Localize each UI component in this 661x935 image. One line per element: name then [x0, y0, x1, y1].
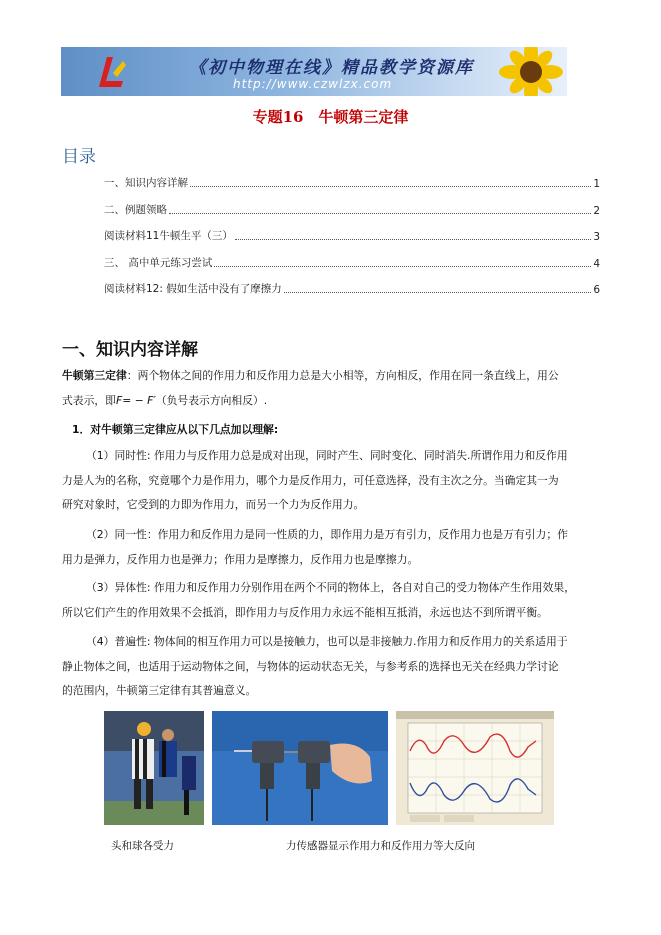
subheading-text: 1．对牛顿第三定律应从以下几点加以理解:: [72, 423, 279, 436]
sunflower-icon: [491, 47, 567, 96]
toc-item-page: 2: [593, 205, 600, 217]
toc-leader: [235, 239, 591, 240]
toc-item-label: 阅读材料12: 假如生活中没有了摩擦力: [104, 283, 282, 295]
law-paragraph: [62, 364, 602, 413]
banner-title: 《初中物理在线》精品教学资源库: [189, 58, 474, 78]
toc-item-label: 阅读材料11牛顿生平（三）: [104, 230, 233, 242]
toc-item[interactable]: [104, 203, 600, 217]
subheading: [72, 418, 602, 443]
header-banner: [61, 47, 567, 96]
toc-item-label: 三、 高中单元练习尝试: [104, 257, 213, 269]
point-2-line-2: 用力是弹力，反作用力也是弹力；作用力是摩擦力，反作用力也是摩擦力。: [62, 552, 419, 566]
toc-item[interactable]: [104, 229, 600, 243]
force-sensor-photo: [212, 711, 388, 825]
toc-leader: [284, 292, 592, 293]
toc-item-label: 二、例题领略: [104, 204, 167, 216]
site-logo-icon: [93, 53, 129, 91]
toc-item-page: 1: [593, 178, 600, 190]
toc-item-page: 4: [593, 258, 600, 270]
law-text-3: （负号表示方向相反）.: [155, 393, 268, 407]
point-3-line-2: 所以它们产生的作用效果不会抵消，即作用力与反作用力永远不能相互抵消，永远也达不到所谓平衡。: [62, 605, 548, 619]
document-title: 专题16 牛顿第三定律: [252, 108, 409, 126]
toc-item[interactable]: [104, 282, 600, 296]
law-text-2: 式表示，即: [62, 393, 116, 407]
toc-item-page: 6: [593, 284, 600, 296]
banner-url: http://www.czwlzx.com: [233, 77, 393, 91]
point-3: [62, 576, 602, 625]
point-4: [62, 630, 602, 704]
section-heading: 一、知识内容详解: [62, 340, 198, 360]
point-1-line-1: （1）同时性: 作用力与反作用力总是成对出现，同时产生、同时变化、同时消失.所谓作用力和反作用: [86, 449, 568, 462]
point-4-line-3: 的范围内，牛顿第三定律有其普遍意义。: [62, 684, 257, 697]
point-3-line-1: （3）异体性: 作用力和反作用力分别作用在两个不同的物体上，各自对自己的受力物体产生作用效果，: [86, 581, 575, 594]
formula: F= − F′: [115, 393, 156, 407]
point-1-line-2: 力是人为的名称，究竟哪个力是作用力，哪个力是反作用力，可任意选择，没有主次之分。当确定其一为: [62, 473, 559, 487]
toc-item-label: 一、知识内容详解: [104, 177, 188, 189]
caption-sensor: 力传感器显示作用力和反作用力等大反向: [286, 840, 475, 852]
force-graph-photo: [396, 711, 554, 825]
point-4-line-2: 静止物体之间，也适用于运动物体之间，与物体的运动状态无关，与参考系的选择也无关在经典力学讨论: [62, 659, 559, 673]
toc-item[interactable]: [104, 256, 600, 270]
toc-heading: 目录: [62, 147, 96, 167]
law-text: ：两个物体之间的作用力和反作用力总是大小相等，方向相反，作用在同一条直线上，用公: [126, 369, 559, 382]
point-1-line-3: 研究对象时，它受到的力即为作用力，而另一个力为反作用力。: [62, 498, 365, 511]
toc-leader: [169, 213, 591, 214]
point-4-line-1: （4）普遍性: 物体间的相互作用力可以是接触力，也可以是非接触力.作用力和反作用力的关系适用于: [86, 635, 568, 648]
law-term: 牛顿第三定律: [62, 369, 127, 382]
toc-item[interactable]: [104, 176, 600, 190]
soccer-photo: [104, 711, 204, 825]
point-2: [62, 523, 602, 572]
toc-leader: [190, 186, 591, 187]
point-1: [62, 444, 602, 518]
toc-leader: [214, 266, 591, 267]
toc-item-page: 3: [593, 231, 600, 243]
caption-soccer: 头和球各受力: [111, 840, 174, 852]
point-2-line-1: （2）同一性：作用力和反作用力是同一性质的力，即作用力是万有引力，反作用力也是万有引力；作: [86, 528, 568, 541]
